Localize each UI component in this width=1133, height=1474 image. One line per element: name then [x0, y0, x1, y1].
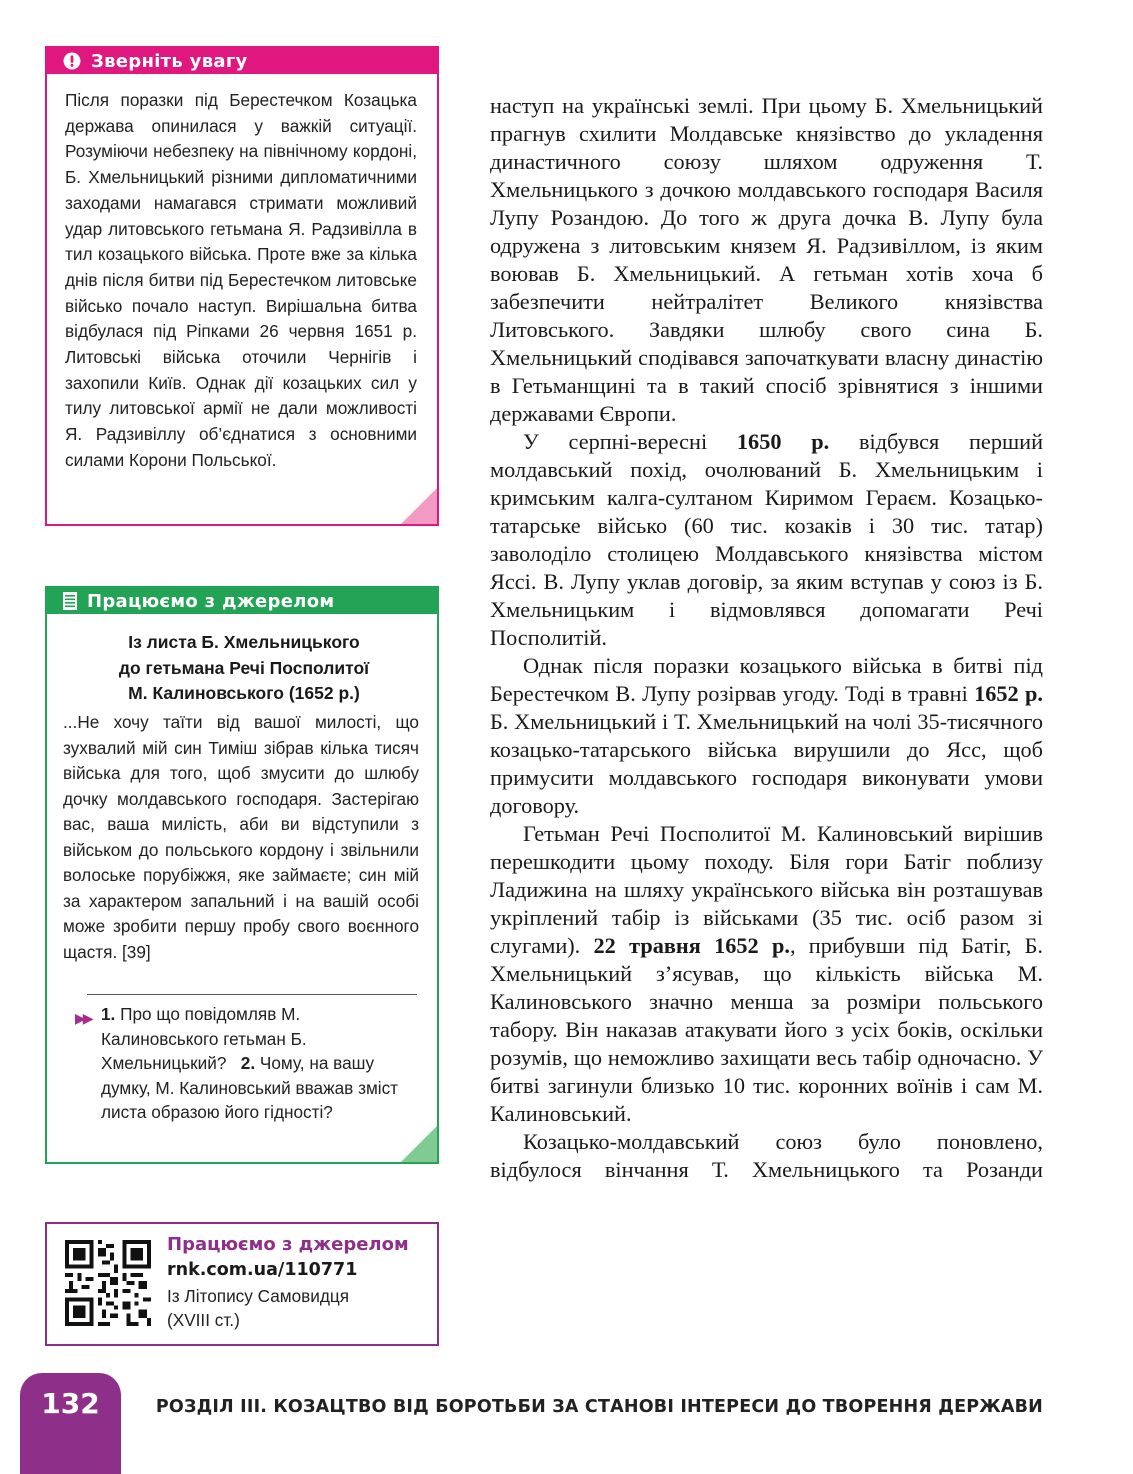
- date-emphasis: 1652 р.: [974, 681, 1043, 706]
- chapter-title: РОЗДІЛ ІІІ. КОЗАЦТВО ВІД БОРОТЬБИ ЗА СТАНОВІ ІНТЕРЕСИ ДО ТВОРЕННЯ ДЕРЖАВИ: [155, 1397, 1043, 1417]
- double-arrow-icon: ▶▶: [75, 1010, 91, 1026]
- source-quote: ...Не хочу таїти від вашої милості, що зухвалий мій син Тиміш зібрав кілька тисяч війська для того, щоб змусити до шлюбу дочку молдавського господаря. Застерігаю вас, ваша милість, аби ви відступили з військом до польського кордону і звільнили волоське порубіжжя, яке займаєте; син мій за характером запальний і на вашій особі може зробити першу пробу свого воєнного щастя. [39]: [63, 712, 419, 962]
- attention-corner-decoration: [401, 488, 437, 524]
- source-title-line: Із листа Б. Хмельницького: [128, 632, 360, 652]
- source-title-line: до гетьмана Речі Посполитої: [118, 657, 370, 678]
- source-title-header: Працюємо з джерелом: [87, 590, 335, 612]
- question-number: 2.: [240, 1053, 256, 1073]
- paragraph: У серпні-вересні 1650 р. відбувся перший молдавський похід, очолюваний Б. Хмельницьким і кримським калга-султаном Киримом Гераєм. Козацько-татарське військо (60 тис. козаків і 30 тис. татар) заволоділо столицею Молдавського князівства містом Яссі. В. Лупу уклав договір, за яким вступав у союз із Б. Хмельницьким і відмовлявся допомагати Речі Посполитій.: [490, 429, 1043, 650]
- qr-title: Працюємо з джерелом: [167, 1234, 409, 1255]
- main-text: [490, 92, 1043, 1184]
- qr-box: [45, 1222, 439, 1346]
- date-emphasis: 1650 р.: [736, 429, 830, 454]
- source-questions: [69, 1002, 419, 1125]
- paragraph: Козацько-молдавський союз було поновлено, відбулося вінчання Т. Хмельницького та Розанди: [490, 1129, 1043, 1182]
- source-title-line: М. Калиновського (1652 р.): [128, 683, 360, 703]
- exclamation-icon: [63, 52, 81, 70]
- question-text: Про що повідомляв М. Калиновського гетьман Б. Хмельницький?: [101, 1004, 307, 1073]
- source-corner-decoration: [401, 1126, 437, 1162]
- source-box: [45, 586, 439, 1164]
- source-header: [47, 588, 437, 614]
- qr-description: (XVIII ст.): [167, 1310, 240, 1330]
- qr-description: Із Літопису Самовидця: [167, 1286, 350, 1306]
- qr-code-icon[interactable]: [65, 1240, 151, 1326]
- qr-link[interactable]: rnk.com.ua/110771: [167, 1260, 358, 1280]
- divider: [87, 994, 417, 995]
- page-number: 132: [20, 1373, 121, 1474]
- paragraph: Однак після поразки козацького війська в битві під Берестечком В. Лупу розірвав угоду. Тоді в травні 1652 р. Б. Хмельницький і Т. Хмельницький на чолі 35-тисячного козацько-татарського війська вирушили до Ясс, щоб примусити молдавського господаря виконувати умови договору.: [490, 653, 1043, 818]
- source-document-title: [57, 630, 431, 707]
- paragraph: наступ на українські землі. При цьому Б. Хмельницький прагнув схилити Молдавське князівство до укладення династичного союзу шляхом одруження Т. Хмельницького з дочкою молдавського господаря Василя Лупу Розандою. До того ж друга дочка В. Лупу була одружена з литовським князем Я. Радзивіллом, із яким воював Б. Хмельницький. А гетьман хотів хоча б забезпечити нейтралітет Великого князівства Литовського. Завдяки шлюбу свого сина Б. Хмельницький сподівався започаткувати власну династію в Гетьманщині та в такий спосіб зрівнятися з іншими державами Європи.: [490, 93, 1043, 426]
- attention-box: [45, 46, 439, 526]
- attention-header: [47, 48, 437, 74]
- paragraph: Гетьман Речі Посполитої М. Калиновський вирішив перешкодити цьому походу. Біля гори Батіг поблизу Ладижина на шляху українського війська він розташував укріплений табір із військами (35 тис. осіб разом зі слугами). 22 травня 1652 р., прибувши під Батіг, Б. Хмельницький з’ясував, що кількість війська М. Калиновського значно менша за розміри польського табору. Він наказав атакувати його з усіх боків, оскільки розумів, що неможливо захищати весь табір одночасно. У битві загинули близько 10 тис. коронних воїнів і сам М. Калиновський.: [490, 821, 1043, 1126]
- attention-text: Після поразки під Берестечком Козацька держава опинилася у важкій ситуації. Розуміючи небезпеку на північному кордоні, Б. Хмельницький різними дипломатичними заходами намагався стримати можливий удар литовського гетьмана Я. Радзивілла в тил козацького війська. Проте вже за кілька днів після битви під Берестечком литовське військо почало наступ. Вирішальна битва відбулася під Ріпками 26 червня 1651 р. Литовські війська оточили Чернігів і захопили Київ. Однак дії козацьких сил у тилу литовської армії не дали можливості Я. Радзивіллу об’єднатися з основними силами Корони Польської.: [65, 90, 417, 470]
- question-text: Чому, на вашу думку, М. Калиновський вважав зміст листа образою його гідності?: [101, 1053, 399, 1122]
- date-emphasis: 22 травня 1652 р.: [593, 933, 790, 958]
- attention-title: Зверніть увагу: [91, 50, 248, 72]
- document-icon: [63, 592, 77, 610]
- question-number: 1.: [101, 1004, 116, 1024]
